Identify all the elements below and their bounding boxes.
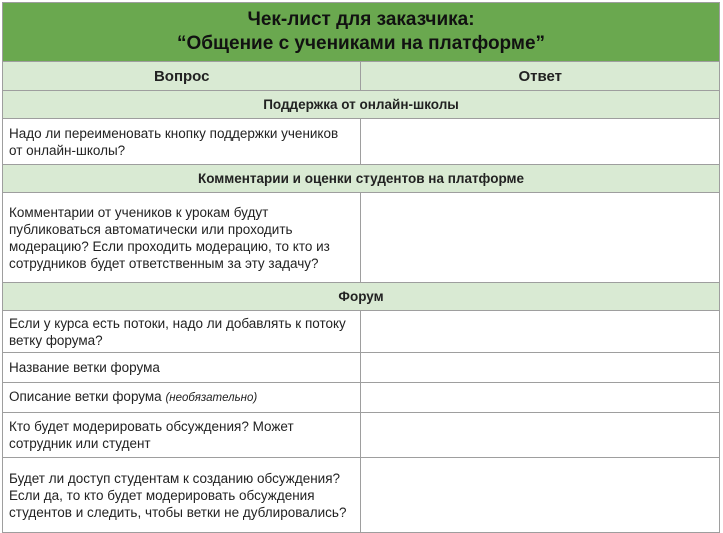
column-header-row — [3, 62, 720, 91]
question-cell — [3, 119, 361, 165]
section-header-row — [3, 91, 720, 119]
question-text: Будет ли доступ студентам к созданию обсуждения? Если да, то кто будет модерировать обсуждения студентов и следить, чтобы ветки не дублировались? — [9, 470, 347, 520]
title-line-2: “Общение с учениками на платформе” — [176, 33, 546, 54]
table-row — [3, 413, 720, 458]
question-cell — [3, 311, 361, 353]
answer-cell[interactable] — [361, 383, 720, 413]
section-title: Комментарии и оценки студентов на платформе — [3, 165, 720, 193]
question-text: Надо ли переименовать кнопку поддержки учеников от онлайн-школы? — [9, 125, 339, 158]
question-text: Кто будет модерировать обсуждения? Может сотрудник или студент — [9, 419, 294, 451]
table-row — [3, 311, 720, 353]
table-row — [3, 193, 720, 283]
question-text: Комментарии от учеников к урокам будут публиковаться автоматически или проходить модерацию? Если проходить модерацию, то кто из сотрудников будет ответственным за эту задачу? — [9, 204, 330, 271]
answer-cell[interactable] — [361, 311, 720, 353]
column-header-question: Вопрос — [3, 62, 361, 91]
answer-cell[interactable] — [361, 119, 720, 165]
answer-cell[interactable] — [361, 353, 720, 383]
question-text: Если у курса есть потоки, надо ли добавлять к потоку ветку форума? — [9, 315, 346, 348]
question-cell — [3, 193, 361, 283]
table-row — [3, 458, 720, 533]
answer-cell[interactable] — [361, 413, 720, 458]
section-title: Поддержка от онлайн-школы — [3, 91, 720, 119]
title-line-1: Чек-лист для заказчика: — [247, 9, 475, 30]
question-cell — [3, 383, 361, 413]
section-header-row — [3, 283, 720, 311]
document-title — [3, 3, 720, 62]
title-row — [3, 3, 720, 62]
optional-note: (необязательно) — [165, 392, 258, 404]
question-text: Описание ветки форума — [9, 389, 162, 404]
table-row — [3, 119, 720, 165]
answer-cell[interactable] — [361, 458, 720, 533]
answer-cell[interactable] — [361, 193, 720, 283]
question-text: Название ветки форума — [9, 360, 160, 375]
checklist-table — [2, 2, 720, 533]
section-title: Форум — [3, 283, 720, 311]
question-cell — [3, 353, 361, 383]
question-cell — [3, 458, 361, 533]
checklist-sheet — [2, 2, 720, 533]
section-header-row — [3, 165, 720, 193]
table-row — [3, 383, 720, 413]
column-header-answer: Ответ — [361, 62, 720, 91]
table-row — [3, 353, 720, 383]
question-cell — [3, 413, 361, 458]
